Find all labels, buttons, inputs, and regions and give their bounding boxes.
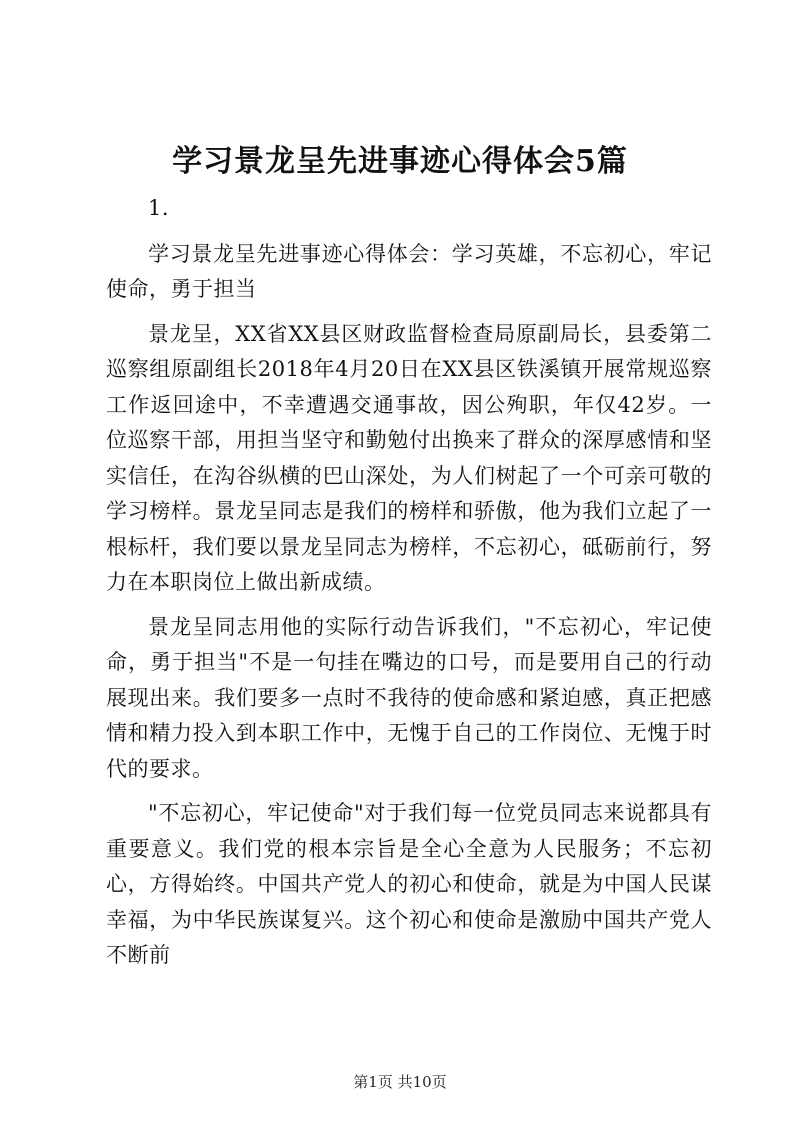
paragraph: 景龙呈同志用他的实际行动告诉我们，"不忘初心，牢记使命，勇于担当"不是一句挂在嘴边的口号，而是要用自己的行动展现出来。我们要多一点时不我待的使命感和紧迫感，真正把感情和精力投入到本职工作中，无愧于自己的工作岗位、无愧于时代的要求。 xyxy=(106,614,712,781)
paragraph: 景龙呈，XX省XX县区财政监督检查局原副局长，县委第二巡察组原副组长2018年4月20日在XX县区铁溪镇开展常规巡察工作返回途中，不幸遭遇交通事故，因公殉职，年仅42岁。一位巡察干部，用担当坚守和勤勉付出换来了群众的深厚感情和坚实信任，在沟谷纵横的巴山深处，为人们树起了一个可亲可敬的学习榜样。景龙呈同志是我们的榜样和骄傲，他为我们立起了一根标杆，我们要以景龙呈同志为榜样，不忘初心，砥砺前行，努力在本职岗位上做出新成绩。 xyxy=(106,321,712,594)
document-title: 学习景龙呈先进事迹心得体会5篇 xyxy=(172,144,628,179)
document-body xyxy=(106,191,712,983)
paragraph-heading: 学习景龙呈先进事迹心得体会：学习英雄，不忘初心，牢记使命，勇于担当 xyxy=(106,241,712,301)
paragraph: "不忘初心，牢记使命"对于我们每一位党员同志来说都具有重要意义。我们党的根本宗旨是全心全意为人民服务；不忘初心，方得始终。中国共产党人的初心和使命，就是为中国人民谋幸福，为中华民族谋复兴。这个初心和使命是激励中国共产党人不断前 xyxy=(106,801,712,967)
page-footer: 第1页 共10页 xyxy=(353,1073,447,1091)
item-number: 1. xyxy=(148,196,170,220)
